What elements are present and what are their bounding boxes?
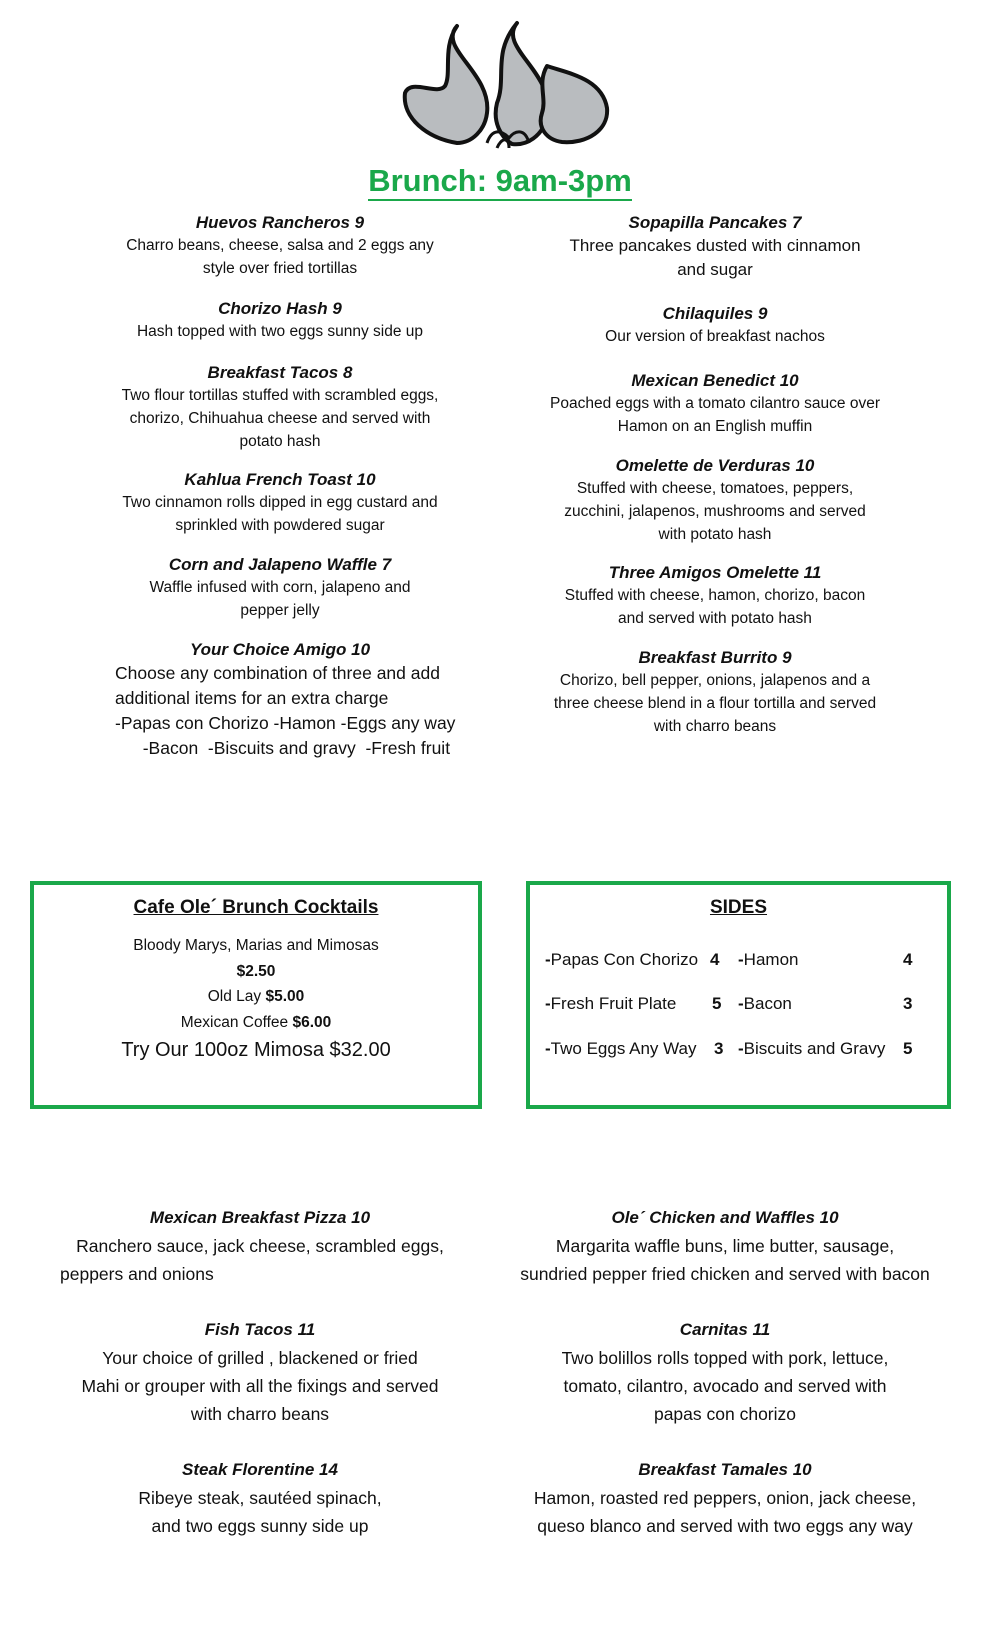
item-desc: Hash topped with two eggs sunny side up xyxy=(136,323,424,340)
item-name: Mexican Breakfast Pizza 10 xyxy=(149,1208,371,1227)
amigo-line: -Papas con Chorizo -Hamon -Eggs any way xyxy=(115,713,456,733)
item-desc: pepper jelly xyxy=(240,602,320,619)
cocktail-line: Try Our 100oz Mimosa $32.00 xyxy=(121,1039,391,1061)
amigo-line: Choose any combination of three and add xyxy=(115,663,440,683)
side-name: Bacon xyxy=(743,994,792,1013)
item-desc: Two cinnamon rolls dipped in egg custard and xyxy=(122,494,438,511)
cocktail-line: Bloody Marys, Marias and Mimosas xyxy=(133,937,379,954)
item-desc: Charro beans, cheese, salsa and 2 eggs any xyxy=(126,237,434,254)
item-name: Corn and Jalapeno Waffle 7 xyxy=(168,555,392,574)
item-desc: Stuffed with cheese, tomatoes, peppers, xyxy=(576,480,854,497)
item-name: Huevos Rancheros 9 xyxy=(195,213,365,232)
item-name: Kahlua French Toast 10 xyxy=(184,470,376,489)
side-name: Papas Con Chorizo xyxy=(550,950,699,969)
menu-item xyxy=(110,297,450,343)
item-desc: chorizo, Chihuahua cheese and served with xyxy=(129,410,431,427)
side-name: Hamon xyxy=(743,950,799,969)
menu-item xyxy=(520,646,910,738)
cocktail-line xyxy=(34,984,478,1010)
side-price: 5 xyxy=(903,1039,913,1058)
item-desc: tomato, cilantro, avocado and served with xyxy=(563,1376,887,1396)
item-name: Sopapilla Pancakes 7 xyxy=(628,213,802,232)
item-name: Breakfast Tamales 10 xyxy=(638,1460,812,1479)
side-price: 3 xyxy=(903,994,913,1013)
menu-item xyxy=(525,211,905,282)
menu-item xyxy=(520,369,910,438)
menu-item xyxy=(525,454,905,546)
item-desc: with charro beans xyxy=(653,718,777,735)
side-item: -Papas Con Chorizo xyxy=(545,950,699,969)
side-name: Two Eggs Any Way xyxy=(550,1039,697,1058)
item-desc: and served with potato hash xyxy=(618,610,812,627)
item-desc: style over fried tortillas xyxy=(202,260,358,277)
item-desc: and two eggs sunny side up xyxy=(151,1516,369,1536)
item-desc: Your choice of grilled , blackened or fried xyxy=(102,1348,418,1368)
item-desc: papas con chorizo xyxy=(653,1404,797,1424)
menu-item xyxy=(105,361,455,453)
menu-item xyxy=(110,468,450,537)
cocktail-line xyxy=(34,1010,478,1036)
flame-logo-icon xyxy=(397,18,621,153)
item-name: Fish Tacos 11 xyxy=(204,1320,316,1339)
item-desc: Two bolillos rolls topped with pork, lettuce, xyxy=(561,1348,889,1368)
side-name: Fresh Fruit Plate xyxy=(550,994,677,1013)
amigo-line: -Bacon -Biscuits and gravy -Fresh fruit xyxy=(133,738,451,758)
cocktail-price: $5.00 xyxy=(265,988,305,1005)
cocktail-name: Mexican Coffee xyxy=(180,1013,293,1031)
item-desc: sundried pepper fried chicken and served with bacon xyxy=(520,1264,930,1284)
side-item: -Fresh Fruit Plate xyxy=(545,994,677,1013)
item-desc: Ranchero sauce, jack cheese, scrambled eggs, xyxy=(76,1236,444,1256)
item-name: Breakfast Tacos 8 xyxy=(207,363,353,382)
item-desc: zucchini, jalapenos, mushrooms and served xyxy=(564,503,866,520)
side-item: -Biscuits and Gravy xyxy=(738,1039,886,1058)
item-desc: Two flour tortillas stuffed with scrambled eggs, xyxy=(121,387,439,404)
side-item: -Hamon xyxy=(738,950,799,969)
sides-title: SIDES xyxy=(709,897,768,918)
item-desc: sprinkled with powdered sugar xyxy=(175,517,385,534)
item-name: Mexican Benedict 10 xyxy=(631,371,799,390)
menu-item xyxy=(110,211,450,280)
item-desc: and sugar xyxy=(677,260,753,279)
item-name: Your Choice Amigo 10 xyxy=(189,640,371,659)
item-name: Chilaquiles 9 xyxy=(662,304,768,323)
cocktail-line xyxy=(34,959,478,985)
item-desc: Hamon, roasted red peppers, onion, jack cheese, xyxy=(533,1488,917,1508)
item-desc: queso blanco and served with two eggs any way xyxy=(537,1516,913,1536)
menu-item xyxy=(110,553,450,622)
side-item: -Two Eggs Any Way xyxy=(545,1039,697,1058)
item-desc: Stuffed with cheese, hamon, chorizo, bacon xyxy=(564,587,866,604)
menu-item xyxy=(490,1456,960,1540)
item-name: Chorizo Hash 9 xyxy=(218,299,342,318)
side-price: 5 xyxy=(712,994,722,1013)
amigo-line: additional items for an extra charge xyxy=(115,688,389,708)
item-desc: Mahi or grouper with all the fixings and served xyxy=(81,1376,439,1396)
amigo-options xyxy=(115,661,485,761)
cocktail-name: Old Lay xyxy=(207,988,266,1005)
menu-item xyxy=(40,1204,480,1288)
side-price: 4 xyxy=(710,950,720,969)
side-item: -Bacon xyxy=(738,994,792,1013)
item-name: Ole´ Chicken and Waffles 10 xyxy=(611,1208,839,1227)
item-desc: Three pancakes dusted with cinnamon xyxy=(569,236,861,255)
item-desc: Chorizo, bell pepper, onions, jalapenos and a xyxy=(559,672,871,689)
side-price: 4 xyxy=(903,950,913,969)
menu-item xyxy=(40,1316,480,1428)
item-name: Carnitas 11 xyxy=(679,1320,771,1339)
item-desc: Waffle infused with corn, jalapeno and xyxy=(149,579,411,596)
item-name: Breakfast Burrito 9 xyxy=(638,648,792,667)
item-name: Steak Florentine 14 xyxy=(182,1460,338,1479)
menu-item xyxy=(490,1204,960,1288)
item-desc: Margarita waffle buns, lime butter, sausage, xyxy=(555,1236,895,1256)
menu-item xyxy=(525,561,905,630)
cocktails-box xyxy=(30,881,482,1109)
menu-item xyxy=(110,638,450,661)
item-name: Omelette de Verduras 10 xyxy=(615,456,815,475)
item-desc: potato hash xyxy=(239,433,321,450)
item-desc: with potato hash xyxy=(658,526,772,543)
cocktails-title: Cafe Ole´ Brunch Cocktails xyxy=(133,897,379,918)
side-name: Biscuits and Gravy xyxy=(743,1039,886,1058)
item-desc: Hamon on an English muffin xyxy=(617,418,813,435)
item-desc: Ribeye steak, sautéed spinach, xyxy=(138,1488,382,1508)
cocktail-price: $2.50 xyxy=(236,962,276,980)
cocktail-price: $6.00 xyxy=(292,1013,332,1031)
item-desc: with charro beans xyxy=(190,1404,330,1424)
menu-item xyxy=(490,1316,960,1428)
menu-item xyxy=(525,302,905,348)
page-title: Brunch: 9am-3pm xyxy=(0,163,1000,199)
item-desc: peppers and onions xyxy=(60,1264,214,1284)
item-desc: three cheese blend in a flour tortilla and served xyxy=(553,695,877,712)
item-desc: Poached eggs with a tomato cilantro sauce over xyxy=(550,395,880,412)
menu-item xyxy=(40,1456,480,1540)
side-price: 3 xyxy=(714,1039,724,1058)
item-desc: Our version of breakfast nachos xyxy=(605,328,825,345)
item-name: Three Amigos Omelette 11 xyxy=(608,563,822,582)
